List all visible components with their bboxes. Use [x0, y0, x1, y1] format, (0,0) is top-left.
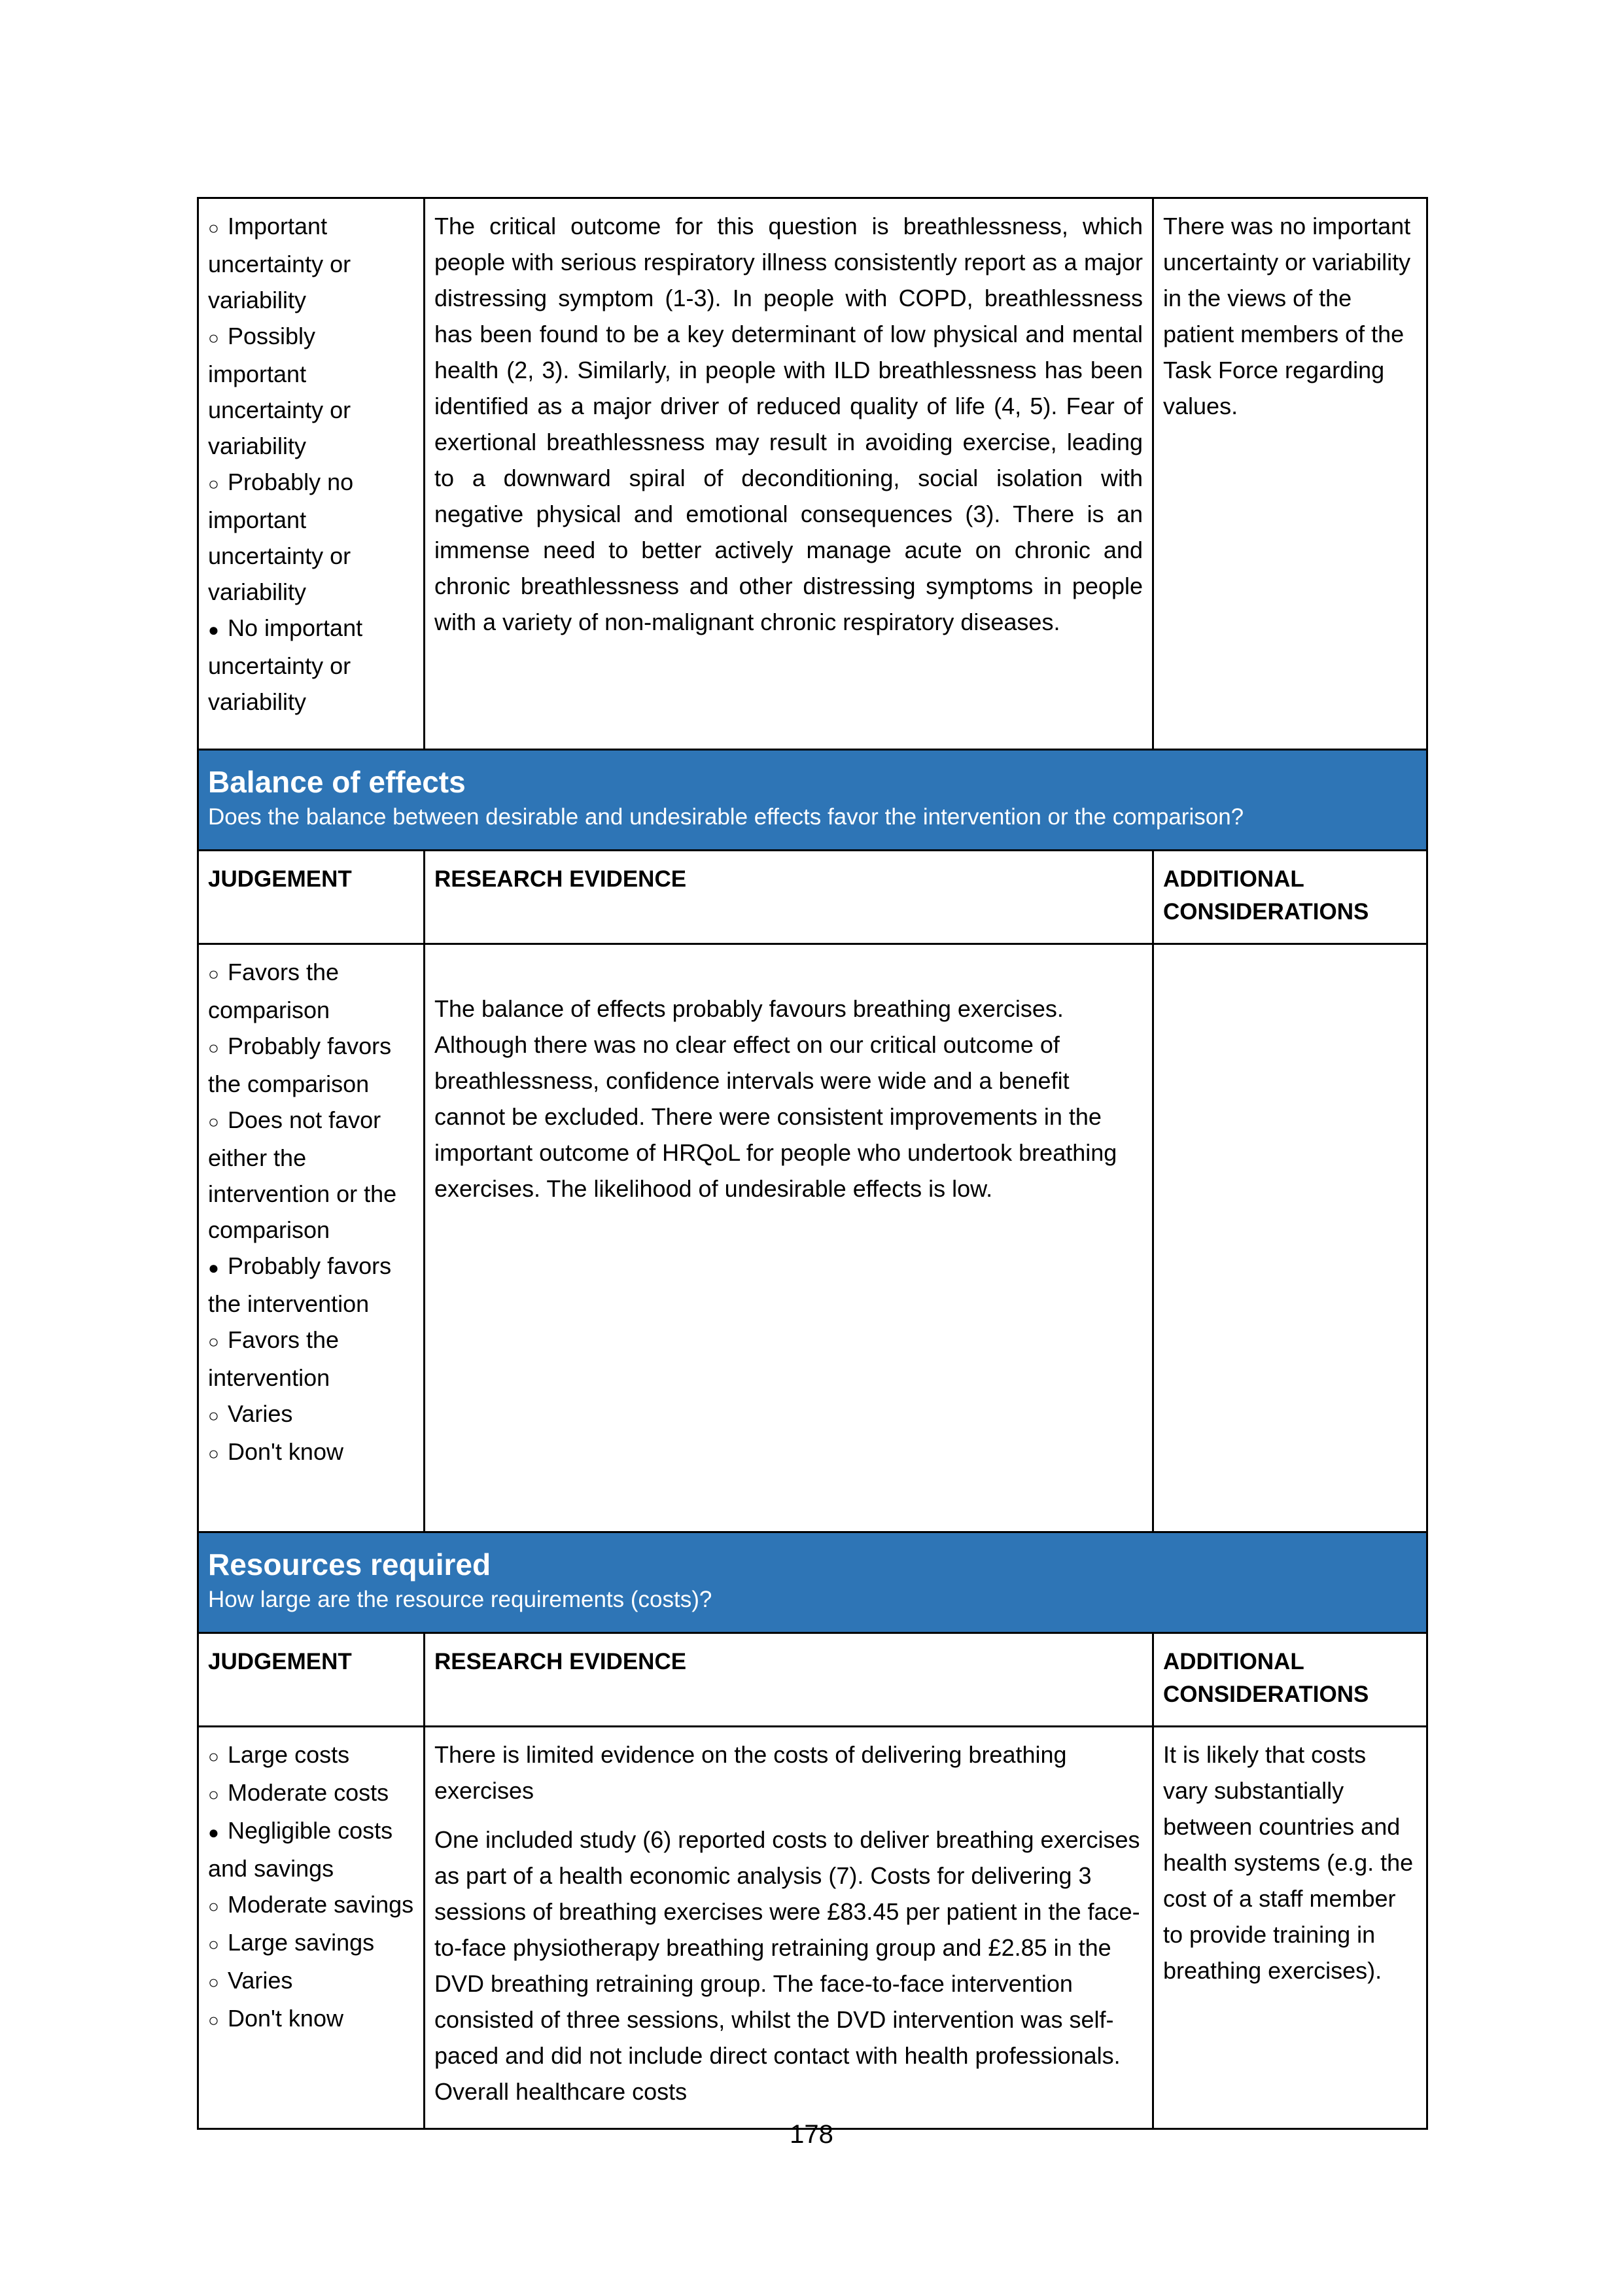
values-judgement-cell [198, 198, 425, 750]
values-additional-considerations-cell [1153, 198, 1427, 750]
judgement-option [208, 1962, 414, 2000]
judgement-option [208, 2000, 414, 2038]
section-title: Balance of effects [208, 765, 466, 799]
option-label: Probably no important uncertainty or variability [208, 468, 354, 605]
judgement-option [208, 464, 414, 610]
radio-empty-icon: ○ [208, 1934, 219, 1954]
evidence-to-decision-table [197, 197, 1428, 2130]
balance-judgement-cell [198, 944, 425, 1532]
judgement-option [208, 318, 414, 464]
section-question: How large are the resource requirements (costs)? [208, 1587, 712, 1612]
values-research-evidence-cell [425, 198, 1153, 750]
judgement-header: JUDGEMENT [198, 1633, 425, 1727]
radio-empty-icon: ○ [208, 474, 219, 494]
option-label: Moderate savings [228, 1891, 414, 1918]
column-header-row [198, 1633, 1427, 1727]
radio-empty-icon: ○ [208, 1896, 219, 1916]
option-label: Large costs [228, 1741, 350, 1768]
judgement-option [208, 954, 414, 1028]
column-header-row [198, 851, 1427, 944]
judgement-option [208, 1737, 414, 1775]
option-label: Varies [228, 1400, 293, 1427]
section-title: Resources required [208, 1547, 491, 1581]
judgement-option [208, 1322, 414, 1396]
balance-research-evidence-cell [425, 944, 1153, 1532]
balance-content-row [198, 944, 1427, 1532]
judgement-option-selected [208, 610, 414, 720]
judgement-option [208, 1775, 414, 1812]
option-label: Probably favors the intervention [208, 1252, 392, 1317]
research-evidence-text: The balance of effects probably favours breathing exercises. Although there was no clear effect on our critical outcome of breathlessness, confidence intervals were wide and a benefit cannot be excluded. There were consistent improvements in the important outcome of HRQoL for people who undertook breathing exercises. The likelihood of undesirable effects is low. [434, 995, 1117, 1202]
resources-judgement-cell [198, 1727, 425, 2129]
option-label: Favors the intervention [208, 1326, 340, 1391]
research-evidence-paragraph: One included study (6) reported costs to deliver breathing exercises as part of a health economic analysis (7). Costs for delivering 3 sessions of breathing exercises were £83.45 per patient in the face-to-face physiotherapy breathing retraining group and £2.85 in the DVD breathing retraining group. The face-to-face intervention consisted of three sessions, whilst the DVD intervention was self-paced and did not include direct contact with health professionals. Overall healthcare costs [434, 1826, 1140, 2105]
radio-filled-icon: ● [208, 620, 219, 640]
additional-considerations-header: ADDITIONAL CONSIDERATIONS [1153, 1633, 1427, 1727]
research-evidence-header: RESEARCH EVIDENCE [425, 851, 1153, 944]
judgement-option [208, 1886, 414, 1924]
option-label: Don't know [228, 2005, 343, 2032]
option-label: Probably favors the comparison [208, 1033, 392, 1097]
judgement-option [208, 1434, 414, 1472]
additional-considerations-header: ADDITIONAL CONSIDERATIONS [1153, 851, 1427, 944]
option-label: Favors the comparison [208, 959, 340, 1023]
resources-research-evidence-cell [425, 1727, 1153, 2129]
page-number: 178 [790, 2120, 833, 2149]
resources-additional-considerations-cell [1153, 1727, 1427, 2129]
resources-required-band [198, 1532, 1427, 1633]
radio-empty-icon: ○ [208, 218, 219, 238]
section-header [198, 750, 1427, 851]
judgement-option [208, 1102, 414, 1248]
radio-empty-icon: ○ [208, 1972, 219, 1992]
option-label: Large savings [228, 1929, 375, 1956]
judgement-option [208, 1028, 414, 1102]
values-content-row [198, 198, 1427, 750]
option-label: Possibly important uncertainty or variability [208, 323, 351, 459]
radio-empty-icon: ○ [208, 2010, 219, 2030]
option-label: Does not favor either the intervention or the comparison [208, 1106, 397, 1243]
option-label: No important uncertainty or variability [208, 614, 363, 715]
judgement-option [208, 208, 414, 318]
radio-empty-icon: ○ [208, 1784, 219, 1805]
judgement-option-selected [208, 1248, 414, 1322]
radio-empty-icon: ○ [208, 1332, 219, 1352]
radio-empty-icon: ○ [208, 1746, 219, 1767]
option-label: Negligible costs and savings [208, 1817, 393, 1882]
research-evidence-paragraph: There is limited evidence on the costs of delivering breathing exercises [434, 1741, 1067, 1804]
radio-filled-icon: ● [208, 1258, 219, 1278]
option-label: Don't know [228, 1438, 343, 1465]
option-label: Important uncertainty or variability [208, 213, 351, 313]
judgement-option-selected [208, 1812, 414, 1886]
additional-considerations-text: It is likely that costs vary substantially between countries and health systems (e.g. the cost of a staff member to provide training in breathing exercises). [1163, 1741, 1414, 1984]
section-header [198, 1532, 1427, 1633]
radio-empty-icon: ○ [208, 1405, 219, 1426]
radio-filled-icon: ● [208, 1822, 219, 1843]
radio-empty-icon: ○ [208, 1112, 219, 1132]
section-question: Does the balance between desirable and undesirable effects favor the intervention or the comparison? [208, 804, 1244, 830]
radio-empty-icon: ○ [208, 1443, 219, 1464]
option-label: Moderate costs [228, 1779, 389, 1806]
judgement-option [208, 1924, 414, 1962]
radio-empty-icon: ○ [208, 964, 219, 984]
judgement-option [208, 1396, 414, 1434]
research-evidence-text: The critical outcome for this question is breathlessness, which people with serious respiratory illness consistently report as a major distressing symptom (1-3). In people with COPD, breathlessness has been found to be a key determinant of low physical and mental health (2, 3). Similarly, in people with ILD breathlessness has been identified as a major driver of reduced quality of life (4, 5). Fear of exertional breathlessness may result in avoiding exercise, leading to a downward spiral of deconditioning, social isolation with negative physical and emotional consequences (3). There is an immense need to better actively manage acute on chronic and chronic breathlessness and other distressing symptoms in people with a variety of non-malignant chronic respiratory diseases. [434, 213, 1143, 635]
balance-additional-considerations-cell [1153, 944, 1427, 1532]
radio-empty-icon: ○ [208, 1038, 219, 1058]
balance-of-effects-band [198, 750, 1427, 851]
research-evidence-header: RESEARCH EVIDENCE [425, 1633, 1153, 1727]
judgement-header: JUDGEMENT [198, 851, 425, 944]
option-label: Varies [228, 1967, 293, 1994]
additional-considerations-text: There was no important uncertainty or variability in the views of the patient members of the Task Force regarding values. [1163, 213, 1411, 419]
radio-empty-icon: ○ [208, 328, 219, 348]
resources-content-row [198, 1727, 1427, 2129]
